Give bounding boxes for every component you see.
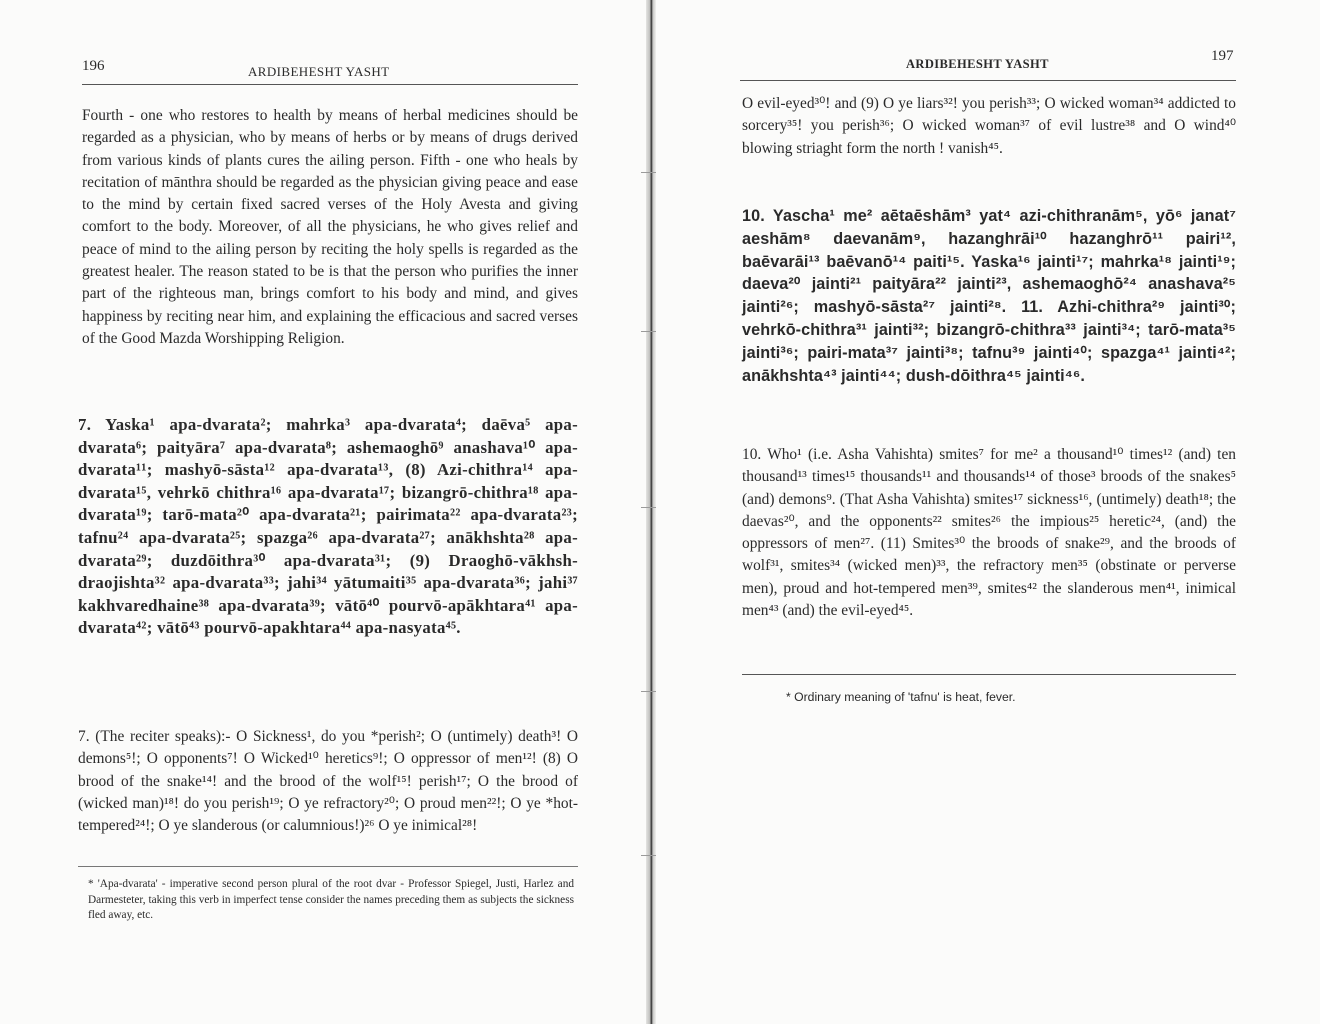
paragraph-healers: Fourth - one who restores to health by means of herbal medicines should be regarded as a physician, who by means of herbs or by means of drugs derived from various kinds of plants cures the ailing person. Fifth - one who heals by recitation of mānthra should be regarded as the physician giving peace and ease to the mind by certain fixed sacred verses of the Holy Avesta and giving comfort to the body. Moreover, of all the physicians, he who gives relief and peace of mind to the ailing person by reciting the holy spells is regarded as the greatest healer. The reason stated to be is that the person who purifies the inner part of the righteous man, brings comfort to his body and mind, and gives happiness by reciting near him, and explaining the efficacious and sacred verses of the Good Mazda Worshipping Religion. bbox=[82, 107, 578, 347]
left-page bbox=[0, 0, 646, 1024]
book-gutter bbox=[646, 0, 656, 1024]
avesta-verse-10-11: 10. Yascha¹ me² aētaēshām³ yat⁴ azi-chithranām⁵, yō⁶ janat⁷ aeshām⁸ daevanām⁹, hazanghrāi¹⁰ hazanghrō¹¹ pairi¹², baēvarāi¹³ baēvanō¹⁴ paiti¹⁵. Yaska¹⁶ jainti¹⁷; mahrka¹⁸ jainti¹⁹; daeva²⁰ jainti²¹ paityāra²² jainti²³, ashemaoghō²⁴ anashava²⁵ jainti²⁶; mashyō-sāsta²⁷ jainti²⁸. 11. Azhi-chithra²⁹ jainti³⁰; vehrkō-chithra³¹ jainti³²; bizangrō-chithra³³ jainti³⁴; tarō-mata³⁵ jainti³⁶; pairi-mata³⁷ jainti³⁸; tafnu³⁹ jainti⁴⁰; spazga⁴¹ jainti⁴²; anākhshta⁴³ jainti⁴⁴; dush-dōithra⁴⁵ jainti⁴⁶. bbox=[742, 207, 1236, 385]
avesta-verse-7: 7. Yaska¹ apa-dvarata²; mahrka³ apa-dvarata⁴; daēva⁵ apa-dvarata⁶; paityāra⁷ apa-dvarata⁸; ashemaoghō⁹ anashava¹⁰ apa-dvarata¹¹; mashyō-sāsta¹² apa-dvarata¹³, (8) Azi-chithra¹⁴ apa-dvarata¹⁵, vehrkō chithra¹⁶ apa-dvarata¹⁷; bizangrō-chithra¹⁸ apa-dvarata¹⁹; tarō-mata²⁰ apa-dvarata²¹; pairimata²² apa-dvarata²³; tafnu²⁴ apa-dvarata²⁵; spazga²⁶ apa-dvarata²⁷; anākhshta²⁸ apa-dvarata²⁹; duzdōithra³⁰ apa-dvarata³¹; (9) Draoghō-vākhsh-draojishta³² apa-dvarata³³; jahi³⁴ yātumaiti³⁵ apa-dvarata³⁶; jahi³⁷ kakhvaredhaine³⁸ apa-dvarata³⁹; vātō⁴⁰ pourvō-apākhtara⁴¹ apa-dvarata⁴²; vātō⁴³ pourvō-apakhtara⁴⁴ apa-nasyata⁴⁵. bbox=[78, 415, 578, 638]
right-page bbox=[656, 0, 1320, 1024]
footnote-rule-right bbox=[742, 674, 1236, 675]
running-head-right: ARDIBEHESHT YASHT bbox=[906, 57, 1049, 71]
page-number-right: 197 bbox=[1211, 48, 1234, 64]
header-rule-left bbox=[82, 84, 578, 85]
running-head-left: ARDIBEHESHT YASHT bbox=[248, 64, 390, 79]
footnote-left: * 'Apa-dvarata' - imperative second person plural of the root dvar - Professor Spiegel, Justi, Harlez and Darmesteter, taking this verb in imperfect tense consider the names preceding them as subjects the sickness fled away, etc. bbox=[88, 878, 574, 921]
header-rule-right bbox=[740, 80, 1236, 81]
footnote-right: * Ordinary meaning of 'tafnu' is heat, fever. bbox=[786, 690, 1016, 704]
footnote-rule-left bbox=[78, 866, 578, 867]
translation-verse-7: 7. (The reciter speaks):- O Sickness¹, do you *perish²; O (untimely) death³! O demons⁵!; O opponents⁷! O Wicked¹⁰ heretics⁹!; O oppressor of men¹²! (8) O brood of the snake¹⁴! and the brood of the wolf¹⁵! perish¹⁷; O the brood of (wicked man)¹⁸! do you perish¹⁹; O ye refractory²⁰; O proud men²²!; O ye *hot-tempered²⁴!; O ye slanderous (or calumnious!)²⁶ O ye inimical²⁸! bbox=[78, 728, 578, 835]
page-number-left: 196 bbox=[82, 58, 105, 74]
translation-verse-10-11: 10. Who¹ (i.e. Asha Vahishta) smites⁷ for me² a thousand¹⁰ times¹² (and) ten thousand¹³ times¹⁵ thousands¹¹ and thousands¹⁴ of those³ broods of the snakes⁵ (and) demons⁹. (That Asha Vahishta) smites¹⁷ sickness¹⁶, (untimely) death¹⁸; the daevas²⁰, and the opponents²² smites²⁶ the impious²⁵ heretic²⁴, (and) the oppressors of men²⁷. (11) Smites³⁰ the broods of snake²⁹, and the broods of wolf³¹, smites³⁴ (wicked men)³³, the refractory men³⁵ (obstinate or perverse men), proud and hot-tempered men³⁹, smites⁴² the slanderous men⁴¹, inimical men⁴³ (and) the evil-eyed⁴⁵. bbox=[742, 446, 1236, 620]
translation-continued: O evil-eyed³⁰! and (9) O ye liars³²! you perish³³; O wicked woman³⁴ addicted to sorcery³⁵! you perish³⁶; O wicked woman³⁷ of evil lustre³⁸ and O wind⁴⁰ blowing striaght form the north ! vanish⁴⁵. bbox=[742, 95, 1236, 157]
